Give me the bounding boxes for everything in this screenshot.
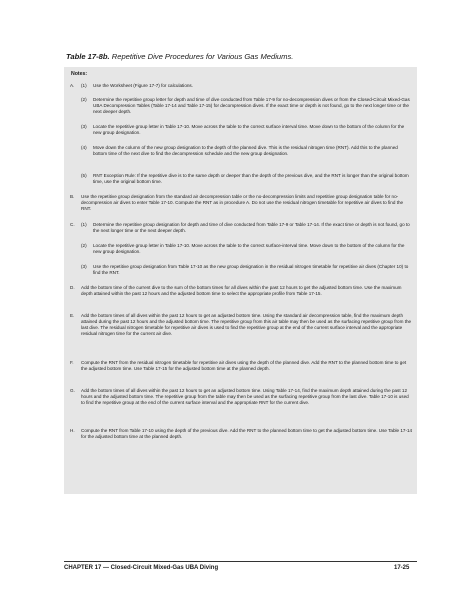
note-label: E. [70,313,75,318]
footer-rule [64,561,417,562]
table-number: Table 17-8b. [66,52,110,61]
item-text: Locate the repetitive group letter in Table 17-10. Move across the table to the correct surface interval time. Move down to the bottom of the column for the new group designation. [93,124,405,136]
item-number: (3) [81,264,87,269]
note-text: Add the bottom time of the current dive to the sum of the bottom times for all dives within the past 12 hours to get the adjusted bottom time. Use the maximum depth attained within the past 12 hours and the adjusted bottom time to select the appropriate profile from Table 17-15. [81,285,402,297]
item-text: Determine the repetitive group letter for depth and time of dive conducted from Table 17-9 for no-decompression dives or from the Closed-Circuit Mixed-Gas UBA Decompression Tables (Table 17-14 and Table 17-15) for decompression dives. If the exact time or depth is not found, go to the next longer time or the next deeper depth. [93,97,410,115]
item-number: (3) [81,124,87,129]
note-text: Use the repetitive group designation from the standard air decompression table or the no-decompression limits and repetitive group designation table for no-decompression air dives to enter Table 17-10. Compute the RNT as in procedure A. Do not use the residual nitrogen timetable for repetitive air dives to find the RNT. [81,194,404,212]
note-a-2 [64,97,417,117]
note-c-2 [64,243,417,256]
note-f [64,360,417,380]
note-a-4 [64,145,417,165]
note-text: Compute the RNT from Table 17-10 using the depth of the previous dive. Add the RNT to the planned bottom time to get the adjusted bottom time. Use Table 17-14 for the adjusted bottom time at the planned depth. [81,428,413,440]
notes-heading: Notes: [71,71,88,77]
note-e [64,313,417,346]
item-number: (2) [81,243,87,248]
item-number: (5) [81,173,87,178]
footer-chapter: CHAPTER 17 — Closed-Circuit Mixed-Gas UBA Diving [64,565,219,571]
item-number: (2) [81,97,87,102]
item-text: Move down the column of the new group designation to the depth of the planned dive. This is the residual nitrogen time (RNT). Add this to the planned bottom time of the next dive to find the decompression schedule and the new group designation. [93,145,398,157]
note-d [64,285,417,305]
note-c-1 [64,222,417,235]
note-g [64,388,417,421]
notes-box [64,67,417,494]
item-text: Locate the repetitive group letter in Table 17-10. Move across the table to the correct surface-interval time. Move down to the bottom of the column for the new group designation. [93,243,405,255]
note-label: G. [70,388,75,393]
note-label: H. [70,428,75,433]
note-label: D. [70,285,75,290]
note-a-3 [64,124,417,137]
note-a-5 [64,173,417,186]
note-c-3 [64,264,417,277]
item-text: Determine the repetitive group designation for depth and time of dive conducted from Table 17-9 or Table 17-14. If the exact time or depth is not found, go to the next longer time or the next deeper depth. [93,222,410,234]
note-a-1 [64,83,417,89]
note-text: Add the bottom times of all dives within the past 12 hours to get an adjusted bottom time. Using the standard air decompression table, find the maximum depth attained during the past 12 hours and the adjusted bottom time. The repetitive group from this air table may then be used as the surfacing repetitive group from the last dive. The residual nitrogen timetable for repetitive air dives is used to find the repetitive group at the end of the current surface interval and the appropriate residual nitrogen time for the current air dive. [81,313,412,337]
table-caption: Repetitive Dive Procedures for Various Gas Mediums. [111,52,294,61]
table-title [66,52,426,62]
note-h [64,428,417,441]
note-text: Add the bottom times of all dives within the past 12 hours to get an adjusted bottom time. Using Table 17-14, find the maximum depth attained during the past 12 hours and the adjusted bottom time. The repetitive group from the table may then be used as the surfacing repetitive group from the last dive. Table 17-10 is used to find the repetitive group at the end of the current surface interval and the appropriate RNT for the current dive. [81,388,409,406]
item-text: RNT Exception Rule: If the repetitive dive is to the same depth or deeper than the depth of the previous dive, and the RNT is longer than the original bottom time, use the original bottom time. [93,173,409,185]
note-label: F. [70,360,74,365]
note-label: B. [70,194,75,199]
item-text: Use the repetitive group designation from Table 17-10 as the new group designation in the residual nitrogen timetable for repetitive air dives (Chapter 10) to find the RNT. [93,264,409,276]
note-label: A. [70,83,75,88]
note-b [64,194,417,214]
item-number: (1) [81,83,87,88]
item-text: Use the Worksheet (Figure 17-7) for calculations. [93,83,193,88]
item-number: (4) [81,145,87,150]
item-number: (1) [81,222,87,227]
footer-page-number: 17-25 [394,565,410,571]
note-text: Compute the RNT from the residual nitrogen timetable for repetitive air dives using the depth of the planned dive. Add the RNT to the planned bottom time to get the adjusted bottom time. Use Table 17-15 for the adjusted bottom time at the planned depth. [81,360,407,372]
note-label: C. [70,222,75,227]
